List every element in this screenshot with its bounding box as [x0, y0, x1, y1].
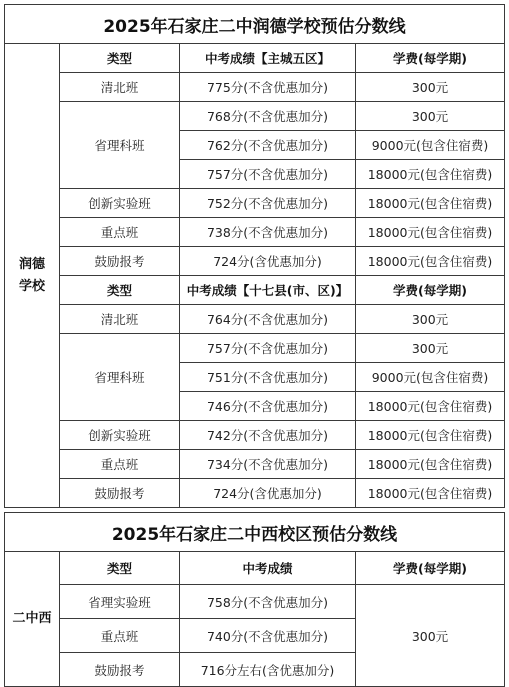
table-row: [5, 450, 505, 479]
table-row: [5, 247, 505, 276]
fee-cell: 18000元(包含住宿费): [356, 218, 505, 247]
score-cell: 758分(不含优惠加分): [180, 585, 356, 619]
class-type: 创新实验班: [60, 189, 180, 218]
fee-cell: 9000元(包含住宿费): [356, 363, 505, 392]
table-row: [5, 334, 505, 363]
score-cell: 716分左右(含优惠加分): [180, 653, 356, 687]
fee-cell: 18000元(包含住宿费): [356, 392, 505, 421]
table-row: [5, 73, 505, 102]
section1-title: 2025年石家庄二中润德学校预估分数线: [5, 5, 505, 44]
class-type: 省理科班: [60, 102, 180, 189]
fee-cell: 18000元(包含住宿费): [356, 189, 505, 218]
header-score: 中考成绩【十七县(市、区)】: [180, 276, 356, 305]
header-fee: 学费(每学期): [356, 44, 505, 73]
header-score: 中考成绩: [180, 552, 356, 585]
class-type: 鼓励报考: [60, 479, 180, 508]
score-cell: 768分(不含优惠加分): [180, 102, 356, 131]
class-type: 清北班: [60, 305, 180, 334]
class-type: 重点班: [60, 450, 180, 479]
fee-cell: 300元: [356, 334, 505, 363]
table-row: [5, 585, 505, 619]
header-fee: 学费(每学期): [356, 552, 505, 585]
score-cell: 762分(不含优惠加分): [180, 131, 356, 160]
class-type: 重点班: [60, 619, 180, 653]
header-type: 类型: [60, 552, 180, 585]
fee-cell: 18000元(包含住宿费): [356, 479, 505, 508]
fee-cell: 300元: [356, 73, 505, 102]
class-type: 鼓励报考: [60, 247, 180, 276]
admission-score-sheet: [4, 4, 504, 687]
score-cell: 764分(不含优惠加分): [180, 305, 356, 334]
table-row: [5, 102, 505, 131]
school-side-label-line2: 学校: [18, 278, 45, 294]
fee-cell: 300元: [356, 305, 505, 334]
class-type: 省理科班: [60, 334, 180, 421]
score-cell: 734分(不含优惠加分): [180, 450, 356, 479]
header-type: 类型: [60, 44, 180, 73]
score-cell: 742分(不含优惠加分): [180, 421, 356, 450]
fee-cell: 18000元(包含住宿费): [356, 160, 505, 189]
score-cell: 751分(不含优惠加分): [180, 363, 356, 392]
fee-cell: 9000元(包含住宿费): [356, 131, 505, 160]
fee-cell: 18000元(包含住宿费): [356, 450, 505, 479]
fee-cell: 300元: [356, 102, 505, 131]
score-cell: 724分(含优惠加分): [180, 247, 356, 276]
score-cell: 752分(不含优惠加分): [180, 189, 356, 218]
class-type: 创新实验班: [60, 421, 180, 450]
table-row: [5, 189, 505, 218]
school-side-label: [5, 44, 60, 508]
table-row: [5, 479, 505, 508]
school-side-label-line1: 润德: [18, 256, 45, 272]
header-type: 类型: [60, 276, 180, 305]
score-cell: 740分(不含优惠加分): [180, 619, 356, 653]
score-cell: 775分(不含优惠加分): [180, 73, 356, 102]
score-cell: 746分(不含优惠加分): [180, 392, 356, 421]
table-row: [5, 305, 505, 334]
class-type: 省理实验班: [60, 585, 180, 619]
score-table: [4, 4, 505, 687]
header-fee: 学费(每学期): [356, 276, 505, 305]
table-row: [5, 421, 505, 450]
fee-cell: 18000元(包含住宿费): [356, 421, 505, 450]
class-type: 清北班: [60, 73, 180, 102]
campus-side-label: 二中西: [5, 552, 60, 687]
class-type: 重点班: [60, 218, 180, 247]
section2-title: 2025年石家庄二中西校区预估分数线: [5, 513, 505, 552]
class-type: 鼓励报考: [60, 653, 180, 687]
fee-cell: 300元: [356, 585, 505, 687]
score-cell: 724分(含优惠加分): [180, 479, 356, 508]
score-cell: 738分(不含优惠加分): [180, 218, 356, 247]
score-cell: 757分(不含优惠加分): [180, 334, 356, 363]
fee-cell: 18000元(包含住宿费): [356, 247, 505, 276]
header-score: 中考成绩【主城五区】: [180, 44, 356, 73]
table-row: [5, 218, 505, 247]
score-cell: 757分(不含优惠加分): [180, 160, 356, 189]
